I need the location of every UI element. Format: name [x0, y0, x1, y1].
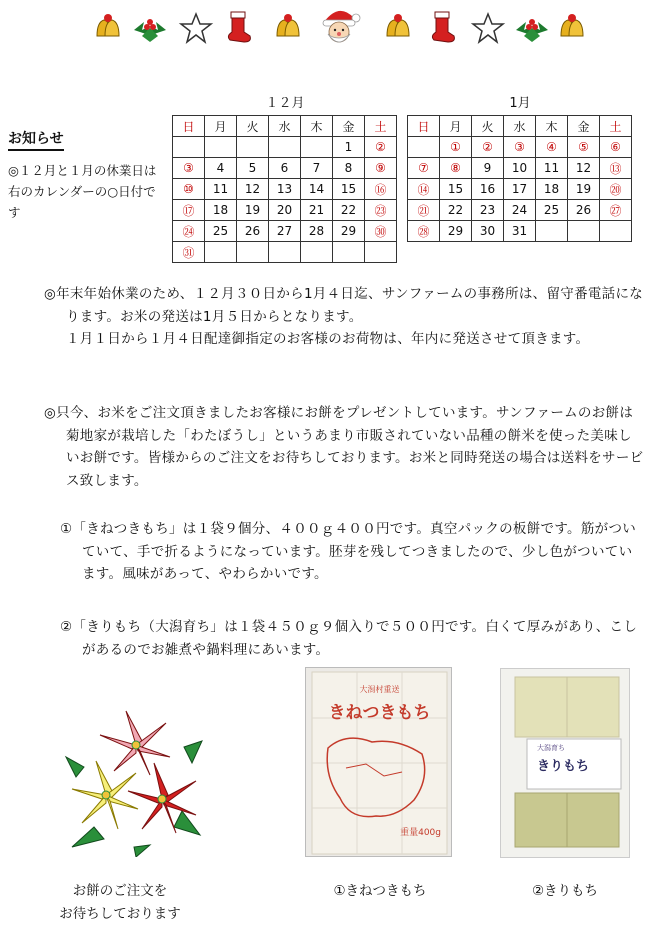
calendar-weekday: 日 — [173, 116, 205, 137]
calendar-day — [365, 221, 397, 242]
calendar-day — [173, 158, 205, 179]
calendar-day-number: 19 — [575, 182, 592, 196]
calendar-day — [365, 200, 397, 221]
calendar-day — [365, 242, 397, 263]
caption-line: お待ちしております — [59, 906, 181, 922]
calendar-day — [269, 179, 301, 200]
calendar-week — [408, 179, 632, 200]
calendar-day — [568, 221, 600, 242]
star-icon — [468, 8, 508, 48]
paragraph-delivery-line: １月１日から１月４日配達御指定のお客様のお荷物は、年内に発送させて頂きます。 — [66, 331, 590, 347]
calendar-day — [301, 242, 333, 263]
calendar-day — [365, 158, 397, 179]
calendar-weekday: 火 — [472, 116, 504, 137]
calendar-holiday: ② — [482, 140, 493, 154]
calendar-week — [173, 200, 397, 221]
caption-line: お餅のご注文を — [72, 883, 168, 899]
calendar-day — [173, 137, 205, 158]
stocking-icon — [422, 8, 462, 48]
calendar-day — [333, 200, 365, 221]
calendar-day — [440, 179, 472, 200]
calendar-holiday: ③ — [514, 140, 525, 154]
calendar-day — [472, 200, 504, 221]
calendar-day-number: 4 — [216, 161, 225, 175]
notice-title: お知らせ — [8, 128, 64, 151]
calendar-day — [472, 158, 504, 179]
calendar-day-number: 28 — [308, 224, 325, 238]
calendar-holiday: ㉓ — [374, 203, 387, 218]
calendar-day — [440, 137, 472, 158]
calendar-day — [269, 221, 301, 242]
stocking-icon — [218, 8, 258, 48]
calendar-day — [536, 221, 568, 242]
calendar-day — [568, 137, 600, 158]
calendar-day-number: 29 — [447, 224, 464, 238]
calendar-day — [237, 200, 269, 221]
calendar-day — [301, 200, 333, 221]
calendar-day-number: 12 — [244, 182, 261, 196]
calendar-january — [407, 115, 632, 242]
calendar-day-number: 27 — [276, 224, 293, 238]
calendar-holiday: ⑧ — [450, 161, 461, 175]
holly-icon — [512, 8, 552, 48]
package-label: きりもち — [537, 759, 590, 774]
calendar-day — [568, 200, 600, 221]
calendar-day-number: 29 — [340, 224, 357, 238]
calendar-holiday: ③ — [183, 161, 194, 175]
caption-kiri-mochi: ②きりもち — [531, 883, 599, 899]
calendar-day-number: 26 — [575, 203, 592, 217]
calendar-week — [408, 221, 632, 242]
calendar-day-number: 26 — [244, 224, 261, 238]
calendar-day — [269, 137, 301, 158]
package-weight: 重量400g — [400, 828, 441, 838]
calendar-holiday: ④ — [546, 140, 557, 154]
santa-icon — [316, 4, 362, 48]
calendar-day — [237, 137, 269, 158]
calendar-weekday: 金 — [333, 116, 365, 137]
bell-icon — [88, 8, 128, 48]
calendar-day-number: 23 — [479, 203, 496, 217]
calendar-holiday: ⑭ — [417, 182, 430, 197]
calendar-weekday: 木 — [536, 116, 568, 137]
calendar-day-number: 1 — [344, 140, 353, 154]
calendar-holiday: ⑤ — [578, 140, 589, 154]
calendar-day — [600, 137, 632, 158]
calendar-week — [173, 158, 397, 179]
calendar-day — [600, 200, 632, 221]
calendar-day — [365, 137, 397, 158]
calendar-day-number: 7 — [312, 161, 321, 175]
calendar-january-title: 1月 — [509, 96, 531, 111]
calendar-day — [173, 242, 205, 263]
calendar-day — [408, 137, 440, 158]
calendar-holiday: ㉛ — [182, 245, 195, 260]
calendar-holiday: ⑬ — [609, 161, 622, 176]
calendar-day — [173, 179, 205, 200]
calendar-holiday: ⑯ — [374, 182, 387, 197]
package-top-text: 大潟村重送 — [359, 685, 400, 694]
calendar-day — [568, 179, 600, 200]
notice-kinetsuki-mochi: ①「きねつきもち」は１袋９個分、４００ｇ４００円です。真空パックの板餅です。筋がついていて、手で折るようになっています。胚芽を残してつきましたので、少し色がついています。風味があって、やわらかいです。 — [60, 521, 637, 582]
calendar-day — [333, 158, 365, 179]
calendar-holiday: ⑨ — [375, 161, 386, 175]
calendar-day — [205, 179, 237, 200]
calendar-holiday: ㉚ — [374, 224, 387, 239]
calendar-day — [440, 158, 472, 179]
calendar-day-number: 15 — [340, 182, 357, 196]
calendar-day — [440, 221, 472, 242]
calendar-day — [269, 242, 301, 263]
calendar-day — [333, 221, 365, 242]
calendar-day-number: 31 — [511, 224, 528, 238]
calendar-day — [333, 242, 365, 263]
calendar-holiday: ⑥ — [610, 140, 621, 154]
calendar-day-number: 11 — [212, 182, 229, 196]
calendar-holiday: ⑩ — [183, 182, 194, 196]
star-icon — [176, 8, 216, 48]
calendar-holiday: ㉘ — [417, 224, 430, 239]
calendar-day-number: 19 — [244, 203, 261, 217]
calendar-day-number: 12 — [575, 161, 592, 175]
calendar-day-number: 15 — [447, 182, 464, 196]
bell-icon — [268, 8, 308, 48]
calendar-day — [205, 158, 237, 179]
calendar-day — [237, 242, 269, 263]
calendar-day — [205, 137, 237, 158]
photo-kiri-mochi — [500, 668, 630, 858]
calendar-day — [408, 179, 440, 200]
calendar-day — [472, 179, 504, 200]
calendar-day-number: 13 — [276, 182, 293, 196]
calendar-holiday: ⑳ — [609, 182, 622, 197]
calendar-day — [504, 221, 536, 242]
calendar-weekday: 火 — [237, 116, 269, 137]
calendar-day — [440, 200, 472, 221]
calendar-day — [205, 221, 237, 242]
calendar-december-title: １２月 — [265, 96, 305, 111]
notice-mochi-present: ◎只今、お米をご注文頂きましたお客様にお餅をプレゼントしています。サンファームのお餅は菊地家が栽培した「わたぼうし」というあまり市販されていない品種の餅米を使った美味しいお餅です。皆様からのご注文をお待ちしております。お米と同時発送の場合は送料をサービス致します。 — [44, 405, 644, 489]
calendar-holiday: ㉔ — [182, 224, 195, 239]
calendar-day — [333, 179, 365, 200]
calendar-holiday: ① — [450, 140, 461, 154]
calendar-holiday: ⑦ — [418, 161, 429, 175]
calendar-holiday: ㉑ — [417, 203, 430, 218]
calendar-weekday: 水 — [504, 116, 536, 137]
calendar-day — [568, 158, 600, 179]
calendar-day-number: 9 — [483, 161, 492, 175]
calendar-day — [408, 200, 440, 221]
calendar-day-number: 11 — [543, 161, 560, 175]
calendar-day — [504, 200, 536, 221]
calendar-holiday: ⑰ — [182, 203, 195, 218]
calendar-day — [205, 242, 237, 263]
photo-kinetsuki-mochi — [305, 667, 452, 857]
calendar-day-number: 5 — [248, 161, 257, 175]
calendar-day — [269, 200, 301, 221]
christmas-decoration-row — [88, 8, 588, 48]
calendar-day-number: 22 — [340, 203, 357, 217]
calendar-day-number: 14 — [308, 182, 325, 196]
calendar-day — [365, 179, 397, 200]
calendar-week — [173, 137, 397, 158]
calendar-day — [536, 137, 568, 158]
calendar-day-number: 24 — [511, 203, 528, 217]
calendar-day — [536, 179, 568, 200]
calendar-day-number: 25 — [212, 224, 229, 238]
poinsettia-illustration — [64, 707, 204, 857]
calendar-day — [269, 158, 301, 179]
calendar-weekday: 水 — [269, 116, 301, 137]
bell-icon — [378, 8, 418, 48]
calendar-day-number: 18 — [543, 182, 560, 196]
calendar-week — [173, 179, 397, 200]
calendar-day-number: 8 — [344, 161, 353, 175]
calendar-week — [408, 137, 632, 158]
notice-kiri-mochi: ②「きりもち（大潟育ち」は１袋４５０ｇ９個入りで５００円です。白くて厚みがあり、こしがあるのでお雑煮や鍋料理にあいます。 — [60, 619, 638, 658]
holly-icon — [130, 8, 170, 48]
caption-kinetsuki-mochi: ①きねつきもち — [333, 883, 427, 899]
calendar-day — [408, 158, 440, 179]
paragraph-holiday-line: ◎年末年始休業のため、１２月３０日から1月４日迄、サンファームの事務所は、留守番電話になります。お米の発送は1月５日からとなります。 — [44, 286, 644, 325]
package-label: きねつきもち — [328, 703, 431, 723]
calendar-day — [301, 137, 333, 158]
bell-icon — [552, 8, 592, 48]
calendar-holiday: ② — [375, 140, 386, 154]
calendar-day — [472, 137, 504, 158]
notice-text: ◎１２月と１月の休業日は右のカレンダーの○日付です — [8, 163, 157, 220]
calendar-weekday: 金 — [568, 116, 600, 137]
calendar-week — [173, 242, 397, 263]
calendar-day — [600, 158, 632, 179]
calendar-day-number: 20 — [276, 203, 293, 217]
calendar-weekday: 日 — [408, 116, 440, 137]
calendar-day — [504, 179, 536, 200]
calendar-day — [237, 158, 269, 179]
calendar-day — [536, 200, 568, 221]
calendar-day — [301, 158, 333, 179]
calendar-day — [173, 221, 205, 242]
calendar-weekday: 土 — [365, 116, 397, 137]
calendar-weekday: 月 — [205, 116, 237, 137]
calendar-day — [237, 179, 269, 200]
calendar-weekday: 木 — [301, 116, 333, 137]
calendar-day — [408, 221, 440, 242]
calendar-week — [408, 200, 632, 221]
calendar-holiday: ㉗ — [609, 203, 622, 218]
calendar-day — [504, 158, 536, 179]
calendar-week — [408, 158, 632, 179]
calendar-day — [472, 221, 504, 242]
calendar-day-number: 30 — [479, 224, 496, 238]
calendar-week — [173, 221, 397, 242]
calendar-day — [504, 137, 536, 158]
calendar-day-number: 25 — [543, 203, 560, 217]
calendar-weekday: 月 — [440, 116, 472, 137]
calendar-day — [301, 221, 333, 242]
calendar-day — [173, 200, 205, 221]
calendar-day — [333, 137, 365, 158]
calendar-day-number: 18 — [212, 203, 229, 217]
calendar-day — [205, 200, 237, 221]
order-caption — [20, 880, 220, 926]
calendar-day-number: 16 — [479, 182, 496, 196]
calendar-day-number: 10 — [511, 161, 528, 175]
calendar-day — [301, 179, 333, 200]
calendar-weekday: 土 — [600, 116, 632, 137]
calendar-day-number: 6 — [280, 161, 289, 175]
calendar-december — [172, 115, 397, 263]
calendar-day — [536, 158, 568, 179]
calendar-day-number: 22 — [447, 203, 464, 217]
calendar-day-number: 17 — [511, 182, 528, 196]
package-brand: 大潟育ち — [537, 744, 565, 752]
calendar-day-number: 21 — [308, 203, 325, 217]
calendar-day — [600, 179, 632, 200]
notice-new-year-holiday — [44, 283, 644, 351]
calendar-day — [237, 221, 269, 242]
calendar-day — [600, 221, 632, 242]
